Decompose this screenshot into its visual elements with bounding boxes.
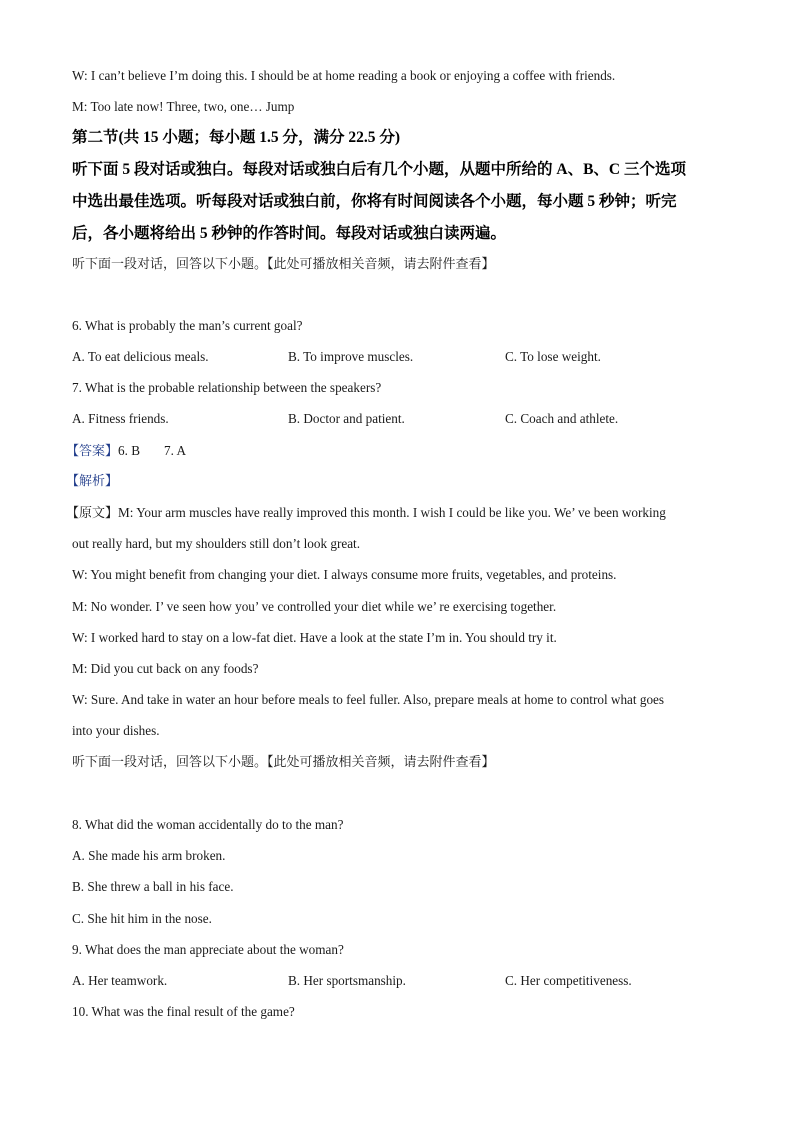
- option-b: B. She threw a ball in his face.: [72, 879, 234, 894]
- question-7: 7. What is the probable relationship between the speakers?: [72, 380, 382, 395]
- transcript-line: 【原文】M: Your arm muscles have really improved this month. I wish I could be like you. We’ ve been working: [66, 505, 666, 521]
- answer-6: 6. B: [118, 443, 140, 458]
- option-b: B. To improve muscles.: [288, 349, 414, 364]
- answer-tag: 【答案】: [66, 444, 119, 459]
- option-c: C. Coach and athlete.: [505, 411, 619, 426]
- option-a: A. Her teamwork.: [72, 973, 168, 988]
- option-b: B. Doctor and patient.: [288, 411, 405, 426]
- question-8: 8. What did the woman accidentally do to the man?: [72, 817, 344, 832]
- audio-note: 听下面一段对话，回答以下小题。【此处可播放相关音频，请去附件查看】: [72, 755, 495, 770]
- section-title: 第二节(共 15 小题；每小题 1.5 分，满分 22.5 分): [72, 129, 401, 146]
- transcript-line: W: I can’t believe I’m doing this. I should be at home reading a book or enjoying a coffee with friends.: [72, 68, 616, 83]
- answer-line: [66, 442, 186, 461]
- option-a: A. Fitness friends.: [72, 411, 169, 426]
- audio-note: 听下面一段对话，回答以下小题。【此处可播放相关音频，请去附件查看】: [72, 257, 495, 272]
- question-10: 10. What was the final result of the game?: [72, 1004, 295, 1019]
- question-6: 6. What is probably the man’s current goal?: [72, 318, 303, 333]
- option-a: A. To eat delicious meals.: [72, 349, 209, 364]
- transcript-line: M: Did you cut back on any foods?: [72, 661, 259, 676]
- instructions-line-3: 后，各小题将给出 5 秒钟的作答时间。每段对话或独白读两遍。: [72, 225, 507, 242]
- analysis-tag: 【解析】: [66, 474, 119, 489]
- question-6-options: [72, 348, 722, 366]
- transcript-line: M: Too late now! Three, two, one… Jump: [72, 99, 295, 114]
- answer-7: 7. A: [164, 443, 186, 458]
- option-c: C. To lose weight.: [505, 349, 601, 364]
- transcript-line: W: I worked hard to stay on a low-fat diet. Have a look at the state I’m in. You should try it.: [72, 630, 557, 645]
- option-c: C. She hit him in the nose.: [72, 911, 212, 926]
- option-b: B. Her sportsmanship.: [288, 973, 406, 988]
- transcript-line: out really hard, but my shoulders still don’t look great.: [72, 536, 361, 551]
- question-9-options: [72, 972, 722, 990]
- instructions-line-1: 听下面 5 段对话或独白。每段对话或独白后有几个小题，从题中所给的 A、B、C 三个选项: [72, 161, 686, 178]
- transcript-line: W: Sure. And take in water an hour before meals to feel fuller. Also, prepare meals at home to control what goes: [72, 692, 665, 707]
- option-a: A. She made his arm broken.: [72, 848, 226, 863]
- transcript-line: M: No wonder. I’ ve seen how you’ ve controlled your diet while we’ re exercising together.: [72, 599, 557, 614]
- transcript-line: into your dishes.: [72, 723, 160, 738]
- question-7-options: [72, 410, 722, 428]
- original-tag: 【原文】: [66, 506, 119, 521]
- instructions-line-2: 中选出最佳选项。听每段对话或独白前，你将有时间阅读各个小题，每小题 5 秒钟；听完: [72, 193, 677, 210]
- transcript-line: W: You might benefit from changing your diet. I always consume more fruits, vegetables, and proteins.: [72, 567, 617, 582]
- option-c: C. Her competitiveness.: [505, 973, 632, 988]
- question-9: 9. What does the man appreciate about the woman?: [72, 942, 344, 957]
